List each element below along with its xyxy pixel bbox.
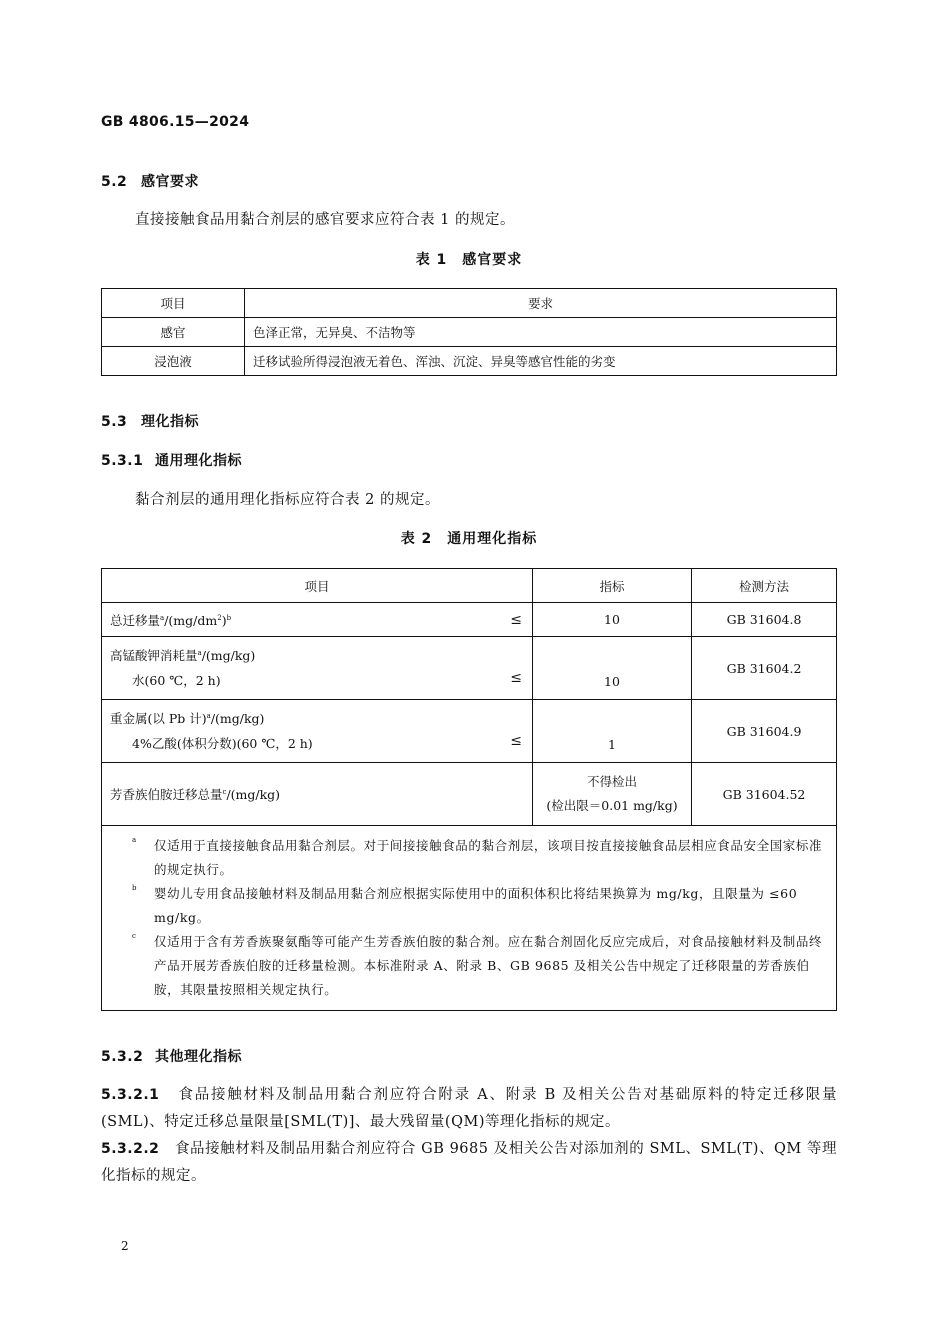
column-header: 要求 [245, 289, 837, 318]
section-5-2-text: 直接接触食品用黏合剂层的感官要求应符合表 1 的规定。 [135, 212, 515, 228]
section-5-2-heading [101, 171, 199, 191]
table2-caption: 表 2 通用理化指标 [400, 531, 538, 547]
table-row [102, 347, 837, 376]
table1 [101, 288, 837, 376]
value-cell: 1 [533, 700, 692, 763]
footnote-c: c 仅适用于含有芳香族聚氨酯等可能产生芳香族伯胺的黏合剂。应在黏合剂固化反应完成后，对食品接触材料及制品终产品开展芳香族伯胺的迁移量检测。本标准附录 A、附录 B、GB 9685 及相关公告中规定了迁移限量的芳香族伯胺，其限量按照相关规定执行。 [132, 932, 823, 997]
column-header: 指标 [533, 569, 692, 603]
table-notes [102, 826, 837, 1011]
table-row [102, 763, 837, 826]
table-cell: 迁移试验所得浸泡液无着色、浑浊、沉淀、异臭等感官性能的劣变 [245, 347, 837, 376]
table1-caption: 表 1 感官要求 [415, 252, 523, 268]
method-cell: GB 31604.2 [692, 637, 837, 700]
section-5-3-1-text: 黏合剂层的通用理化指标应符合表 2 的规定。 [135, 492, 440, 508]
table-notes-row [102, 826, 837, 1011]
footnote-a: a 仅适用于直接接触食品用黏合剂层。对于间接接触食品的黏合剂层，该项目按直接接触食品层相应食品安全国家标准的规定执行。 [132, 836, 823, 877]
section-5-3-2-heading [101, 1046, 242, 1066]
value-cell: 10 [533, 637, 692, 700]
standard-header: GB 4806.15—2024 [101, 114, 250, 130]
section-title: 通用理化指标 [155, 453, 242, 469]
column-header: 检测方法 [692, 569, 837, 603]
table-cell: 感官 [102, 318, 245, 347]
value-cell: 不得检出 (检出限＝0.01 mg/kg) [533, 763, 692, 826]
clause-5-3-2-2: 5.3.2.2 食品接触材料及制品用黏合剂应符合 GB 9685 及相关公告对添加剂的 SML、SML(T)、QM 等理化指标的规定。 [101, 1141, 837, 1184]
table-row [102, 603, 837, 637]
less-equal-symbol: ≤ [510, 612, 522, 628]
item-cell: 重金属(以 Pb 计)$^a$/(mg/kg) 4%乙酸(体积分数)(60 ℃，2 h) ≤ [102, 700, 533, 763]
item-cell: 芳香族伯胺迁移总量$^c$/(mg/kg) [102, 763, 533, 826]
table-header-row [102, 569, 837, 603]
less-equal-symbol: ≤ [510, 733, 522, 749]
section-5-3-heading [101, 411, 199, 431]
table-row [102, 700, 837, 763]
table-cell: 浸泡液 [102, 347, 245, 376]
table-header-row [102, 289, 837, 318]
page-number: 2 [121, 1239, 129, 1253]
less-equal-symbol: ≤ [510, 670, 522, 686]
column-header: 项目 [102, 569, 533, 603]
table-row [102, 318, 837, 347]
section-title: 其他理化指标 [155, 1049, 242, 1065]
value-cell: 10 [533, 603, 692, 637]
item-cell: 高锰酸钾消耗量$^a$/(mg/kg) 水(60 ℃，2 h) ≤ [102, 637, 533, 700]
item-cell: 总迁移量$^a/(mg/dm^2)^b$ ≤ [102, 603, 533, 637]
section-5-3-1-heading [101, 450, 242, 470]
section-title: 感官要求 [141, 174, 199, 190]
method-cell: GB 31604.52 [692, 763, 837, 826]
footnote-b: b 婴幼儿专用食品接触材料及制品用黏合剂应根据实际使用中的面积体积比将结果换算为 mg/kg，且限量为 ≤60 mg/kg。 [132, 884, 798, 925]
table2 [101, 568, 837, 1011]
method-cell: GB 31604.8 [692, 603, 837, 637]
section-number: 5.3 [101, 414, 128, 430]
clause-5-3-2-1: 5.3.2.1 食品接触材料及制品用黏合剂应符合附录 A、附录 B 及相关公告对基础原料的特定迁移限量(SML)、特定迁移总量限量[SML(T)]、最大残留量(QM)等理化指标的规定。 [101, 1087, 838, 1130]
section-number: 5.2 [101, 174, 128, 190]
column-header: 项目 [102, 289, 245, 318]
section-title: 理化指标 [141, 414, 199, 430]
method-cell: GB 31604.9 [692, 700, 837, 763]
table-cell: 色泽正常，无异臭、不洁物等 [245, 318, 837, 347]
section-number: 5.3.1 [101, 453, 144, 469]
section-number: 5.3.2 [101, 1049, 144, 1065]
table-row [102, 637, 837, 700]
